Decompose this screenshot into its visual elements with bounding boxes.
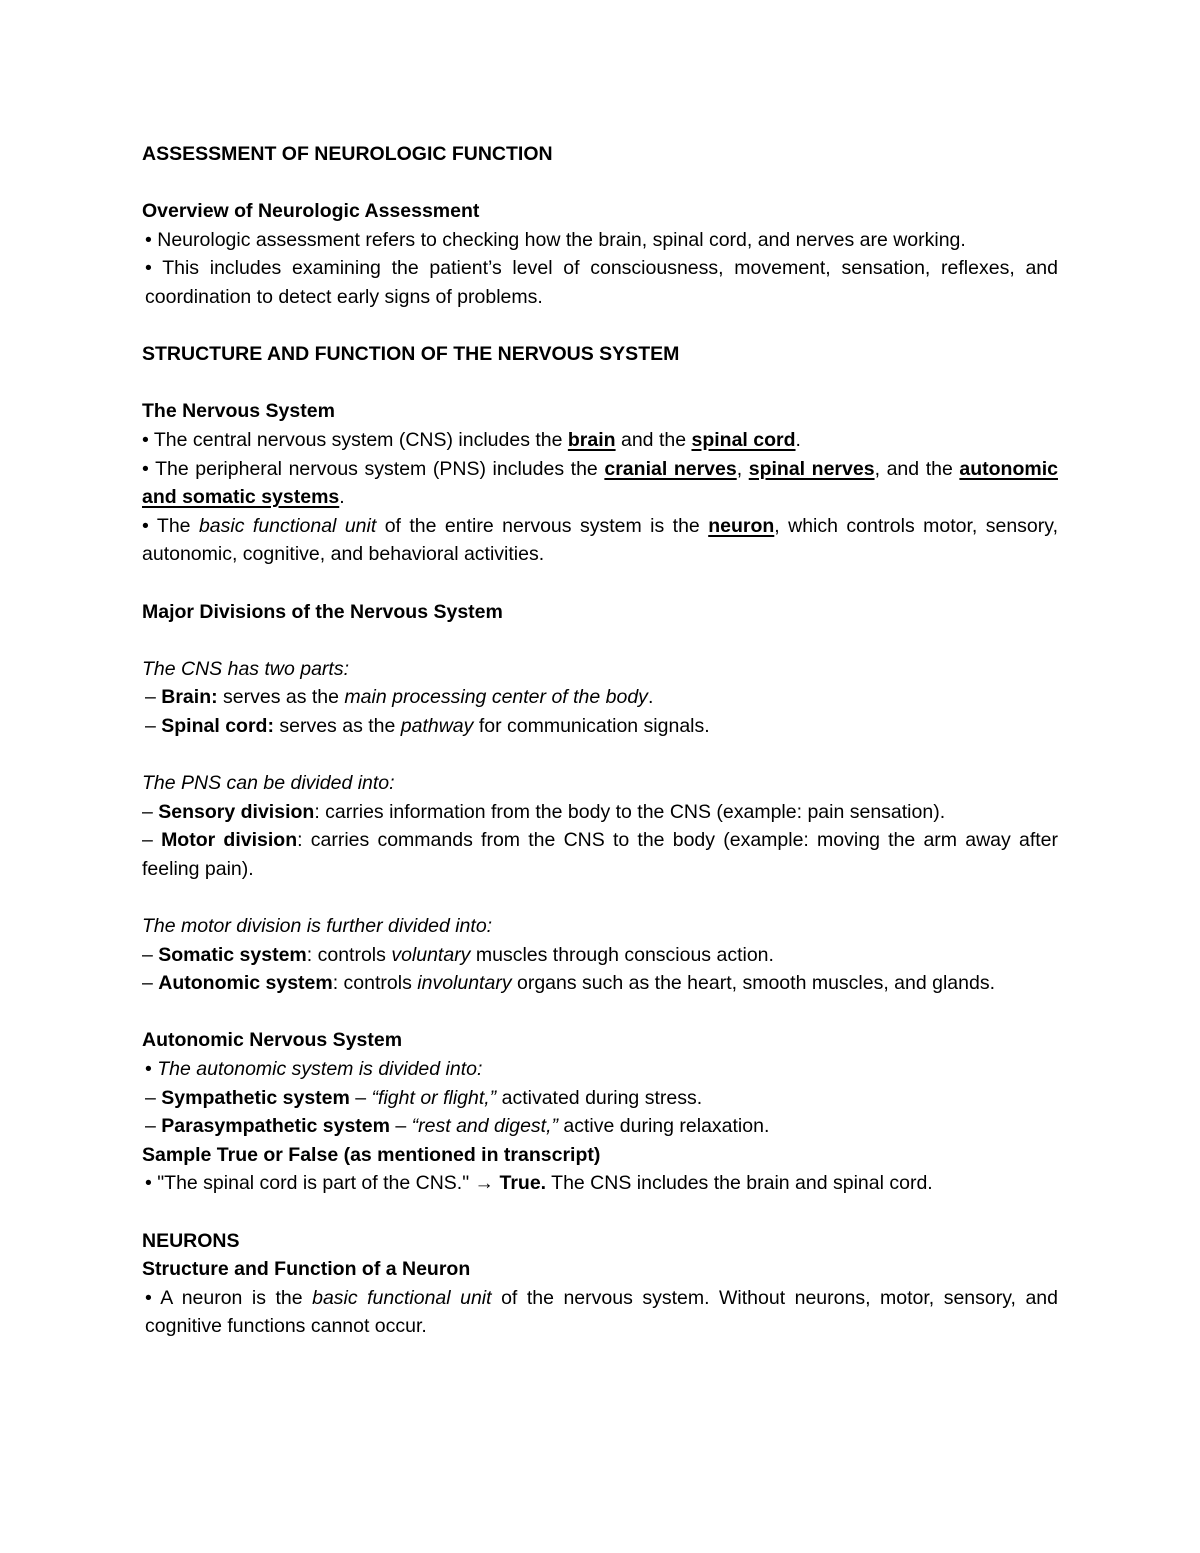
nervous-system-subheading: The Nervous System [142,400,335,423]
overview-heading: Overview of Neurologic Assessment [142,200,480,223]
overview-bullet-2: • This includes examining the patient’s level of consciousness, movement, sensation, reflexes, and coordination to detect early signs of problems. [145,257,1058,308]
document-body [142,140,1058,1341]
cns-bullet: • The central nervous system (CNS) includes the brain and the spinal cord. [142,428,801,451]
structure-heading: STRUCTURE AND FUNCTION OF THE NERVOUS SYSTEM [142,343,680,366]
document-title: ASSESSMENT OF NEUROLOGIC FUNCTION [142,143,553,165]
term-neuron: neuron [708,514,775,537]
neuron-structure-subheading: Structure and Function of a Neuron [142,1258,471,1281]
term-spinal-nerves: spinal nerves [748,457,875,480]
sympathetic-item: – Sympathetic system – “fight or flight,” activated during stress. [145,1086,703,1109]
cns-intro: The CNS has two parts: [142,657,349,680]
neuron-structure-bullet: • A neuron is the basic functional unit of the nervous system. Without neurons, motor, sensory, and cognitive functions cannot occur. [145,1286,1058,1338]
neurons-heading: NEURONS [142,1229,240,1252]
ans-heading: Autonomic Nervous System [142,1029,403,1052]
autonomic-item: – Autonomic system: controls involuntary organs such as the heart, smooth muscles, and glands. [142,972,996,995]
neuron-bullet: • The basic functional unit of the entire nervous system is the neuron, which controls motor, sensory, autonomic, cognitive, and behavioral activities. [142,514,1058,566]
motor-item: – Motor division: carries commands from the CNS to the body (example: moving the arm away after feeling pain). [142,829,1058,880]
term-cranial-nerves: cranial nerves [604,457,737,480]
term-autonomic-somatic: autonomic and somatic systems [142,457,1058,509]
spinal-cord-item: – Spinal cord: serves as the pathway for communication signals. [145,714,710,737]
sample-heading: Sample True or False (as mentioned in transcript) [142,1143,601,1166]
pns-bullet: • The peripheral nervous system (PNS) includes the cranial nerves, spinal nerves, and the autonomic and somatic systems. [142,457,1058,509]
sample-item: • "The spinal cord is part of the CNS." → True. The CNS includes the brain and spinal cord. [145,1172,933,1195]
motor-intro: The motor division is further divided into: [142,915,493,938]
somatic-item: – Somatic system: controls voluntary muscles through conscious action. [142,943,774,966]
term-spinal-cord: spinal cord [691,428,796,451]
sensory-item: – Sensory division: carries information from the body to the CNS (example: pain sensation). [142,800,946,823]
parasympathetic-item: – Parasympathetic system – “rest and digest,” active during relaxation. [145,1115,770,1138]
brain-item: – Brain: serves as the main processing center of the body. [145,686,654,709]
overview-bullet-1: • Neurologic assessment refers to checking how the brain, spinal cord, and nerves are working. [145,228,966,251]
term-brain: brain [567,428,616,451]
ans-intro: • The autonomic system is divided into: [145,1058,483,1080]
pns-intro: The PNS can be divided into: [142,772,395,795]
divisions-heading: Major Divisions of the Nervous System [142,600,503,623]
